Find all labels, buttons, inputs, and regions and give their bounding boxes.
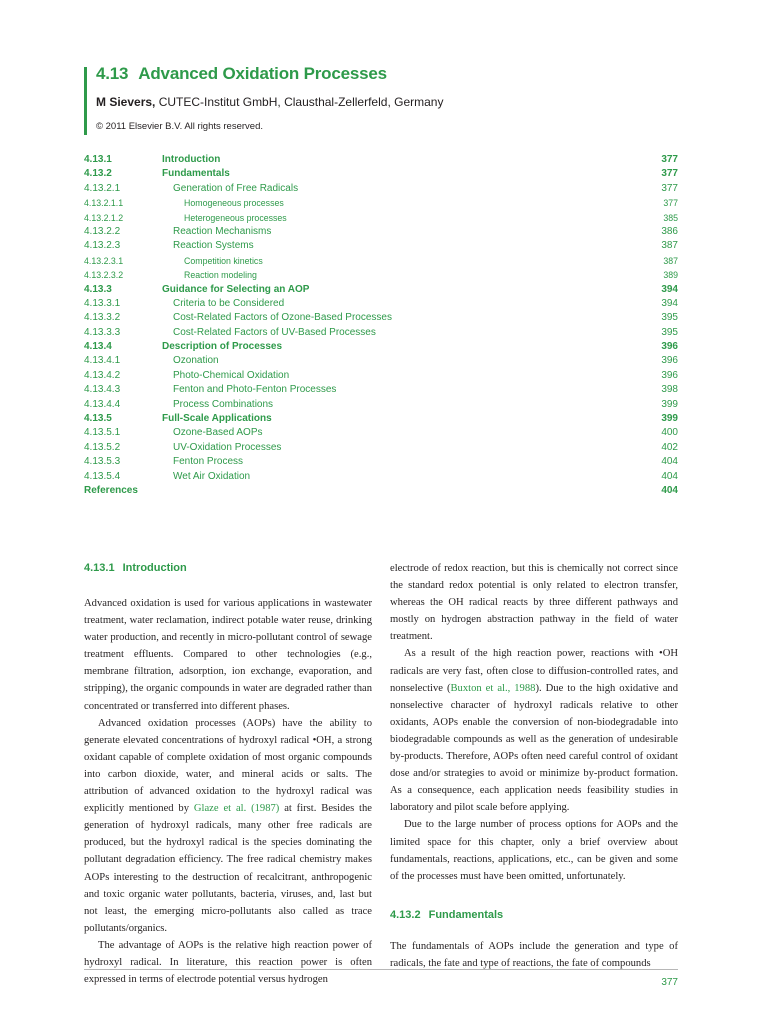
toc-entry[interactable] xyxy=(84,484,678,498)
toc-entry[interactable] xyxy=(84,167,678,181)
toc-entry[interactable] xyxy=(84,297,678,311)
toc-entry-page: 399 xyxy=(661,413,678,425)
toc-entry-page: 395 xyxy=(661,326,678,338)
toc-entry-title: Cost-Related Factors of UV-Based Processes xyxy=(173,326,376,338)
toc-entry-title: Fundamentals xyxy=(162,168,230,180)
toc-entry[interactable] xyxy=(84,326,678,340)
paragraph: Due to the large number of process options for AOPs and the limited space for this chapter, only a brief overview about fundamentals, reactions, applications, etc., can be given and some of the processes must have been omitted, unfortunately. xyxy=(390,819,678,882)
toc-entry-page: 404 xyxy=(661,484,678,496)
toc-entry-title: Fenton and Photo-Fenton Processes xyxy=(173,384,337,396)
toc-entry-page: 377 xyxy=(661,154,678,165)
toc-entry-page: 402 xyxy=(661,441,678,453)
toc-entry-title: Heterogeneous processes xyxy=(184,212,287,223)
toc-entry-title: Photo-Chemical Oxidation xyxy=(173,369,290,381)
toc-entry-page: 396 xyxy=(661,369,678,381)
left-column xyxy=(84,560,372,988)
toc-entry[interactable] xyxy=(84,340,678,354)
toc-entry[interactable] xyxy=(84,455,678,469)
section-heading-fundamentals xyxy=(390,907,678,924)
toc-entry-number: 4.13.2.1.2 xyxy=(84,212,124,223)
text-run: at first. Besides the generation of hydroxyl radicals, many other free radicals are produced, but the hydroxyl radical is the species dominating the pollutant degradation efficiency. The free radical chemistry makes AOPs interesting to the destruction of recalcitrant, anthropogenic and toxic organic water pollutants, bacteria, viruses, and, last but not least, the emerging micro-pollutants also called as trace pollutants/organics. xyxy=(84,803,372,934)
toc-entry-number: 4.13.2.1.1 xyxy=(84,198,124,209)
toc-entry-number: 4.13.4.4 xyxy=(84,398,121,410)
toc-entry[interactable] xyxy=(84,311,678,325)
paragraph: The advantage of AOPs is the relative high reaction power of hydroxyl radical. In literature, this reaction power is often expressed in terms of electrode potential versus hydrogen xyxy=(84,939,372,986)
toc-entry[interactable] xyxy=(84,383,678,397)
toc-entry-title: Generation of Free Radicals xyxy=(173,182,299,194)
toc-entry[interactable] xyxy=(84,412,678,426)
toc-entry-number: 4.13.3.3 xyxy=(84,326,121,338)
text-run: Advanced oxidation processes (AOPs) have the ability to generate elevated concentrations of hydroxyl radical •OH, a strong oxidant capable of complete oxidation of most organic compounds into carbon dioxide, water, and mineral acids or salts. The attribution of advanced oxidation to the hydroxyl radical was explicitly mentioned by xyxy=(84,717,372,815)
toc-entry[interactable] xyxy=(84,426,678,440)
toc-entry-title: Cost-Related Factors of Ozone-Based Processes xyxy=(173,312,392,324)
toc-entry[interactable] xyxy=(84,470,678,484)
toc-entry-page: 394 xyxy=(661,297,678,309)
toc-entry-number: 4.13.5.1 xyxy=(84,427,121,439)
copyright: © 2011 Elsevier B.V. All rights reserved. xyxy=(96,121,263,132)
toc-entry[interactable] xyxy=(84,182,678,196)
toc-entry-page: 377 xyxy=(661,182,678,194)
toc-entry-page: 396 xyxy=(661,355,678,367)
toc-entry[interactable] xyxy=(84,254,678,268)
toc-entry-page: 389 xyxy=(663,270,678,281)
text-run: ). Due to the high oxidative and nonselective character of hydroxyl radicals relative to other oxidants, AOPs enable the conversion of non-biodegradable into biodegradable compounds as well as the generation of undesirable by-products. Therefore, AOPs often need careful control of oxidant dose and/or strategies to avoid or minimize by-product formation. As a consequence, each application needs feasibility studies in laboratory and pilot scale before applying. xyxy=(390,682,679,814)
toc-entry-page: 387 xyxy=(661,240,678,252)
toc-entry-title: Wet Air Oxidation xyxy=(173,470,251,482)
toc-entry-number: 4.13.3.1 xyxy=(84,297,121,309)
chapter-number: 4.13 xyxy=(96,64,129,83)
toc-entry-page: 400 xyxy=(661,427,678,439)
paragraph xyxy=(84,715,372,937)
paragraph: The fundamentals of AOPs include the generation and type of radicals, the fate and type of reactions, the fate of compounds xyxy=(390,940,678,969)
toc-entry[interactable] xyxy=(84,196,678,210)
toc-entry-number: 4.13.3.2 xyxy=(84,312,121,324)
toc-entry-title: Reaction Systems xyxy=(173,240,254,252)
paragraph xyxy=(390,645,678,816)
toc-entry-title: Reaction modeling xyxy=(184,270,257,281)
text-run: As a result of the high reaction power, reactions with •OH radicals are very fast, often close to diffusion-controlled rates, and nonselective ( xyxy=(390,648,678,694)
toc-entry-page: 396 xyxy=(661,341,678,353)
toc-entry-number: 4.13.5.2 xyxy=(84,441,121,453)
toc-entry-page: 385 xyxy=(663,212,678,223)
section-title: Introduction xyxy=(122,562,187,574)
toc-entry[interactable] xyxy=(84,268,678,282)
toc-entry-title: Competition kinetics xyxy=(184,255,263,266)
toc-entry-number: 4.13.2.3.1 xyxy=(84,255,124,266)
toc-entry-page: 387 xyxy=(663,255,678,266)
toc-entry-title: Fenton Process xyxy=(173,456,244,468)
header-accent-bar xyxy=(84,67,87,135)
author-line xyxy=(96,95,443,109)
toc-entry-number: 4.13.4.1 xyxy=(84,355,121,367)
paragraph: Advanced oxidation is used for various applications in wastewater treatment, water reclamation, indirect potable water reuse, drinking water production, and recently in micro-pollutant control of sewage treatment effluents. Compared to other technologies (e.g., membrane filtration, adsorption, ion exchange, evaporation, and stripping), the organic compounds in water are degraded rather than concentrated or transferred into different phases. xyxy=(84,598,372,712)
toc-entry-number: 4.13.4 xyxy=(84,341,112,353)
right-column xyxy=(390,560,678,972)
author-name: M Sievers, xyxy=(96,95,156,109)
toc-entry-number: 4.13.5 xyxy=(84,413,112,425)
toc-entry-page: 377 xyxy=(661,168,678,180)
toc-entry-page: 395 xyxy=(661,312,678,324)
toc-entry[interactable] xyxy=(84,225,678,239)
toc-entry-number: 4.13.4.3 xyxy=(84,384,121,396)
toc-entry[interactable] xyxy=(84,211,678,225)
section-number: 4.13.1 xyxy=(84,562,115,574)
table-of-contents xyxy=(84,153,678,498)
toc-entry-title: Introduction xyxy=(162,154,221,165)
chapter-title xyxy=(96,64,387,84)
page-number: 377 xyxy=(661,977,678,988)
toc-entry-number: 4.13.5.3 xyxy=(84,456,121,468)
toc-entry-title: Full-Scale Applications xyxy=(162,413,272,425)
footer-rule xyxy=(84,969,678,970)
toc-entry-number: References xyxy=(84,484,138,496)
toc-entry[interactable] xyxy=(84,354,678,368)
citation-link[interactable]: Buxton et al., 1988 xyxy=(450,682,536,694)
toc-entry[interactable] xyxy=(84,239,678,253)
toc-entry-page: 404 xyxy=(661,470,678,482)
toc-entry-title: Reaction Mechanisms xyxy=(173,225,272,237)
toc-entry-title: Description of Processes xyxy=(162,341,283,353)
author-affiliation: CUTEC-Institut GmbH, Clausthal-Zellerfeld, Germany xyxy=(158,95,444,109)
chapter-title-text: Advanced Oxidation Processes xyxy=(138,64,387,83)
toc-entry-title: Criteria to be Considered xyxy=(173,297,285,309)
toc-entry-number: 4.13.2.3.2 xyxy=(84,270,124,281)
toc-entry-number: 4.13.5.4 xyxy=(84,470,121,482)
toc-entry-number: 4.13.1 xyxy=(84,154,112,165)
toc-entry-title: Guidance for Selecting an AOP xyxy=(162,283,310,295)
toc-entry[interactable] xyxy=(84,369,678,383)
section-title: Fundamentals xyxy=(428,908,504,921)
toc-entry-page: 377 xyxy=(663,198,678,209)
toc-entry-page: 399 xyxy=(661,398,678,410)
toc-entry-number: 4.13.2 xyxy=(84,168,112,180)
toc-entry-title: Ozone-Based AOPs xyxy=(173,427,263,439)
toc-entry-page: 404 xyxy=(661,456,678,468)
toc-entry[interactable] xyxy=(84,283,678,297)
toc-entry-title: Process Combinations xyxy=(173,398,274,410)
paragraph: electrode of redox reaction, but this is chemically not correct since the standard redox potential is only related to electron transfer, whereas the OH radical reacts by three different pathways and mostly on hydrogen abstraction pathway in the field of water treatment. xyxy=(390,563,678,643)
toc-entry-page: 386 xyxy=(661,225,678,237)
toc-entry-number: 4.13.2.3 xyxy=(84,240,121,252)
section-number: 4.13.2 xyxy=(390,908,421,921)
toc-entry-number: 4.13.2.1 xyxy=(84,182,121,194)
toc-entry-title: UV-Oxidation Processes xyxy=(173,441,282,453)
toc-entry[interactable] xyxy=(84,441,678,455)
toc-entry-number: 4.13.2.2 xyxy=(84,225,121,237)
section-heading-introduction xyxy=(84,560,372,577)
toc-entry-title: Ozonation xyxy=(173,355,219,367)
toc-entry[interactable] xyxy=(84,153,678,167)
toc-entry-number: 4.13.4.2 xyxy=(84,369,121,381)
citation-link[interactable]: Glaze et al. (1987) xyxy=(193,803,280,815)
toc-entry-page: 398 xyxy=(661,384,678,396)
toc-entry-page: 394 xyxy=(661,283,678,295)
toc-entry[interactable] xyxy=(84,398,678,412)
toc-entry-title: Homogeneous processes xyxy=(184,198,284,209)
toc-entry-number: 4.13.3 xyxy=(84,283,112,295)
